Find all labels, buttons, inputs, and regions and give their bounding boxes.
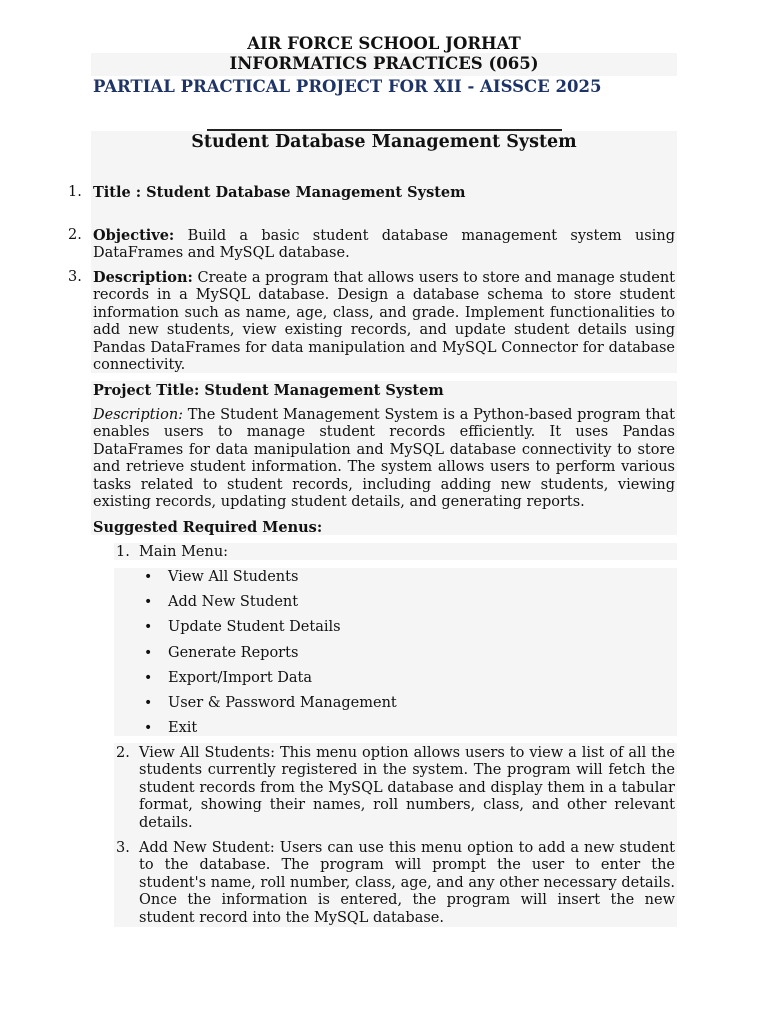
objective-text: Build a basic student database management system using DataFrames and MySQL database. bbox=[93, 228, 675, 262]
menu-3-number: 3. bbox=[116, 840, 130, 856]
objective-label: Objective: bbox=[93, 227, 175, 244]
title-rule bbox=[207, 129, 562, 131]
section-2-objective bbox=[93, 227, 675, 263]
subject-name: INFORMATICS PRACTICES (065) bbox=[229, 54, 539, 73]
section-3-number: 3. bbox=[68, 269, 82, 285]
project-subtitle: PARTIAL PRACTICAL PROJECT FOR XII - AISSCE 2025 bbox=[93, 77, 602, 96]
section-1-title: Title : Student Database Management System bbox=[93, 184, 466, 201]
section-1-number: 1. bbox=[68, 184, 82, 200]
list-item: • Generate Reports bbox=[139, 643, 397, 668]
section-2-number: 2. bbox=[68, 227, 82, 243]
menu-1-number: 1. bbox=[116, 544, 130, 560]
list-item: • Add New Student bbox=[139, 592, 397, 617]
project-description-text: The Student Management System is a Python-based program that enables users to manage student records efficiently. It uses Pandas DataFrames for data manipulation and MySQL database connectivity to store and retrieve student information. The system allows users to perform various tasks related to student records, including adding new students, viewing existing records, updating student details, and generating reports. bbox=[93, 407, 675, 511]
section-3-description bbox=[93, 269, 675, 374]
description-text: Create a program that allows users to store and manage student records in a MySQL database. Design a database schema to store student information such as name, age, class, and grade. Implement functionalities to add new students, view existing records, and update student details using Pandas DataFrames for data manipulation and MySQL Connector for database connectivity. bbox=[93, 270, 675, 374]
list-item: • User & Password Management bbox=[139, 693, 397, 718]
description-label: Description: bbox=[93, 269, 193, 286]
menu-1-text: Main Menu: bbox=[139, 544, 229, 560]
project-description bbox=[93, 407, 675, 511]
main-menu-list bbox=[139, 567, 397, 743]
list-item: • Update Student Details bbox=[139, 617, 397, 642]
list-item: • Exit bbox=[139, 718, 397, 743]
list-item: • View All Students bbox=[139, 567, 397, 592]
menu-3-text: Add New Student: Users can use this menu option to add a new student to the database. The program will prompt the user to enter the student's name, roll number, class, age, and any other necessary details. Once the information is entered, the program will insert the new student record into the MySQL database. bbox=[139, 840, 675, 926]
menu-2-number: 2. bbox=[116, 745, 130, 761]
school-name: AIR FORCE SCHOOL JORHAT bbox=[247, 34, 521, 53]
project-description-label: Description: bbox=[93, 407, 184, 423]
menus-heading: Suggested Required Menus: bbox=[93, 519, 323, 536]
page-title: Student Database Management System bbox=[191, 132, 577, 152]
menu-2-text: View All Students: This menu option allows users to view a list of all the students currently registered in the system. The program will fetch the student records from the MySQL database and display them in a tabular format, showing their names, roll numbers, class, and other relevant details. bbox=[139, 745, 675, 831]
project-title: Project Title: Student Management System bbox=[93, 382, 444, 399]
list-item: • Export/Import Data bbox=[139, 668, 397, 693]
